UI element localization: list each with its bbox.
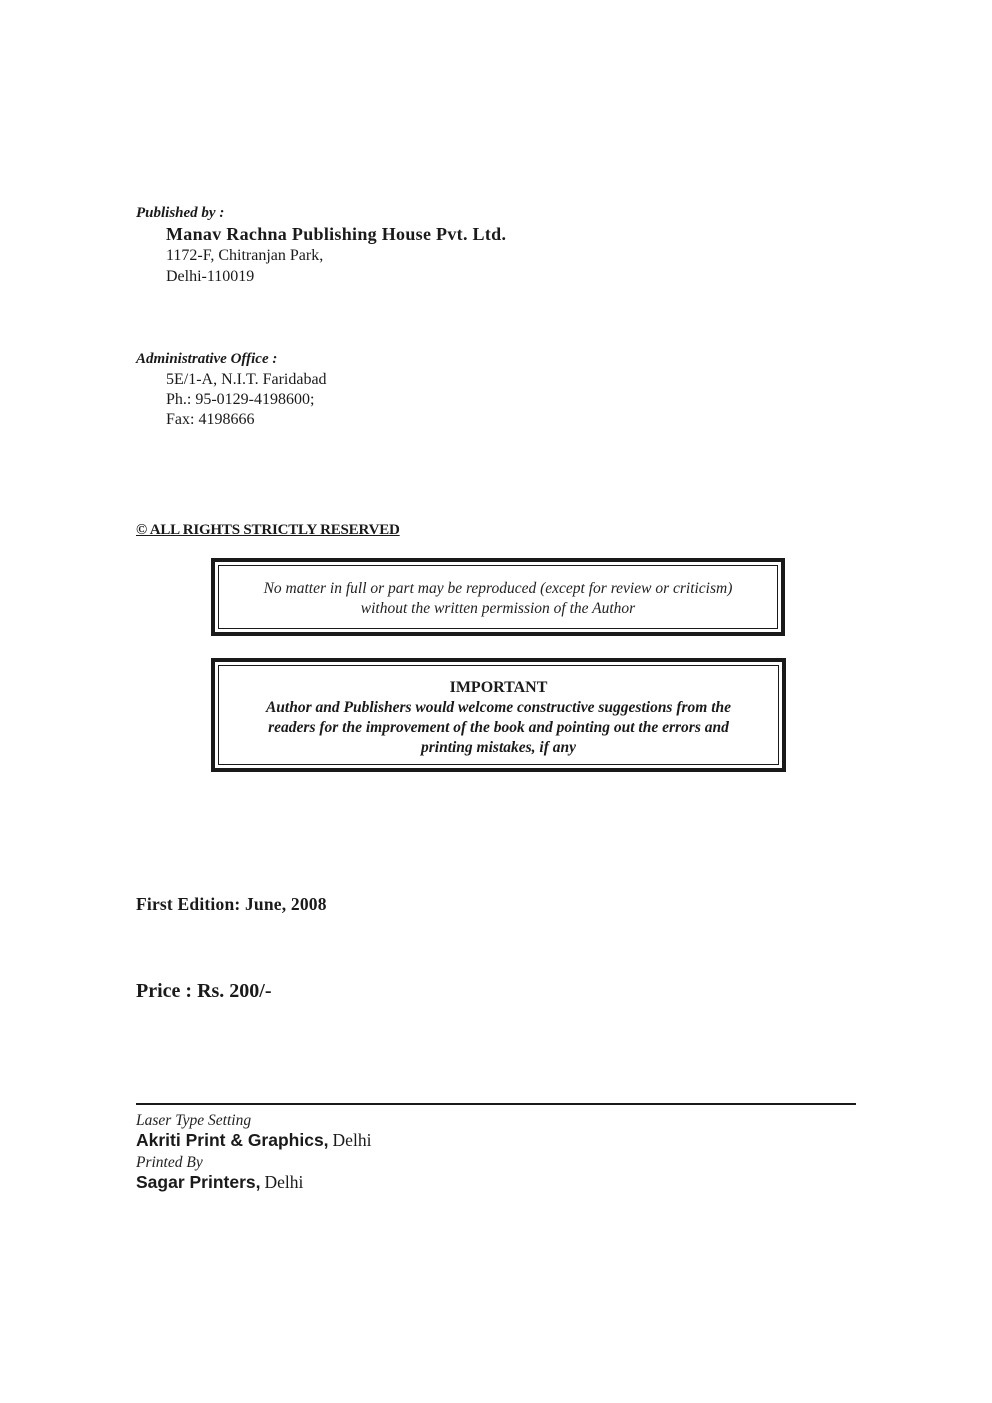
rights-reserved-notice: © ALL RIGHTS STRICTLY RESERVED xyxy=(136,522,400,538)
admin-office-line1: 5E/1-A, N.I.T. Faridabad xyxy=(166,371,327,388)
horizontal-rule xyxy=(136,1103,856,1105)
notice-line2: without the written permission of the Author xyxy=(360,600,636,617)
typesetting-label: Laser Type Setting xyxy=(136,1112,252,1129)
admin-office-phone: Ph.: 95-0129-4198600; xyxy=(166,391,315,408)
reproduction-notice-box xyxy=(211,558,785,636)
important-title: IMPORTANT xyxy=(449,679,548,696)
admin-office-fax: Fax: 4198666 xyxy=(166,411,255,428)
printed-by-label: Printed By xyxy=(136,1154,203,1171)
typesetter-name: Akriti Print & Graphics, xyxy=(136,1130,329,1150)
publisher-name: Manav Rachna Publishing House Pvt. Ltd. xyxy=(166,224,507,244)
printer-name: Sagar Printers, xyxy=(136,1172,261,1192)
first-edition: First Edition: June, 2008 xyxy=(136,894,327,914)
notice-line1: No matter in full or part may be reproduced (except for review or criticism) xyxy=(263,580,733,597)
important-line1: Author and Publishers would welcome constructive suggestions from the xyxy=(265,699,732,716)
price: Price : Rs. 200/- xyxy=(136,980,272,1002)
typesetting-credit xyxy=(136,1130,371,1151)
publisher-address-line1: 1172-F, Chitranjan Park, xyxy=(166,247,324,264)
important-line3: printing mistakes, if any xyxy=(420,739,577,756)
typesetter-city: Delhi xyxy=(332,1130,372,1150)
printer-credit xyxy=(136,1172,303,1193)
publisher-address-line2: Delhi-110019 xyxy=(166,268,255,285)
admin-office-label: Administrative Office : xyxy=(136,351,278,367)
important-line2: readers for the improvement of the book and pointing out the errors and xyxy=(268,719,729,736)
important-notice-box xyxy=(211,658,786,772)
published-by-label: Published by : xyxy=(136,205,225,221)
printer-city: Delhi xyxy=(264,1172,304,1192)
